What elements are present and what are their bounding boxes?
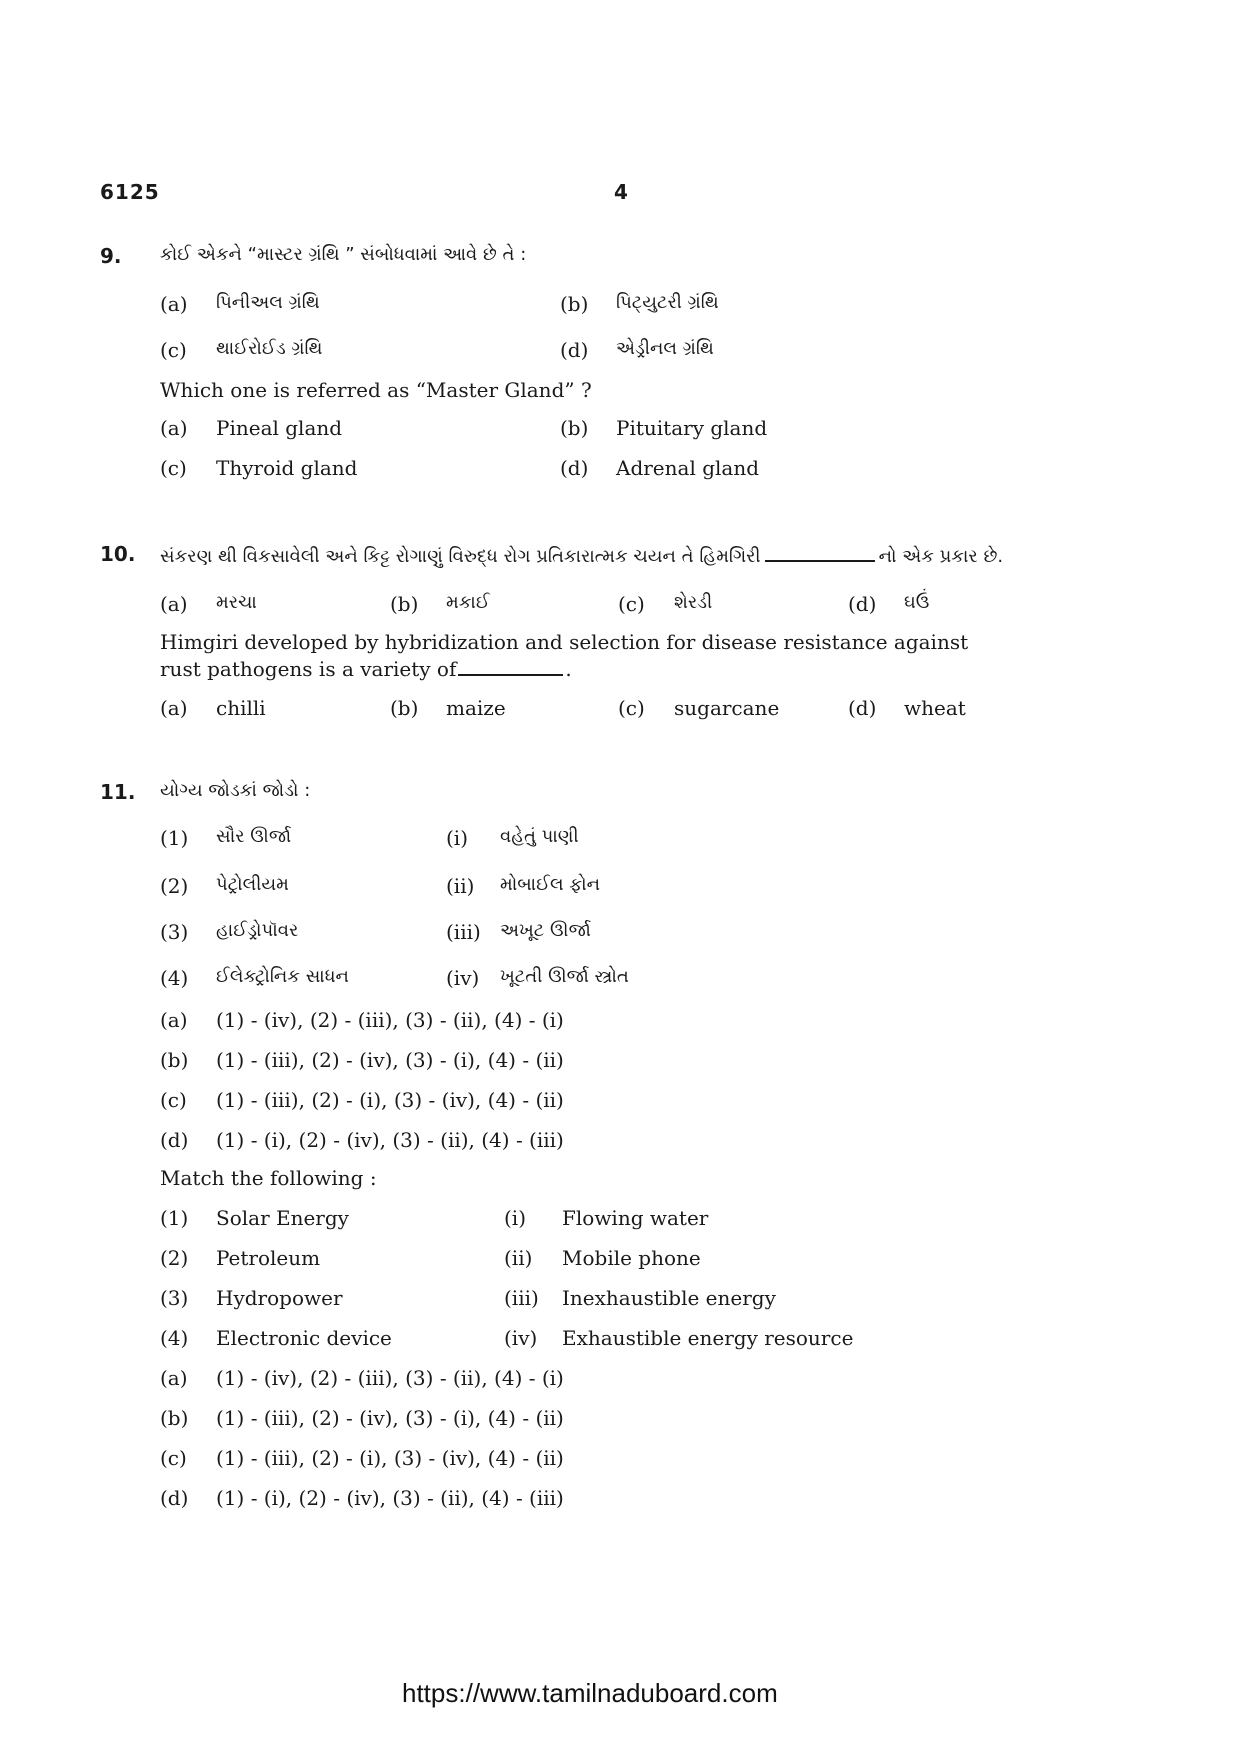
column-b-item: મોબાઈલ ફોન [500, 874, 601, 895]
question-text-part: નો એક પ્રકાર છે. [878, 546, 1004, 567]
option-text: (1) - (i), (2) - (iv), (3) - (ii), (4) - (iii) [216, 1486, 564, 1510]
column-b-item: Inexhaustible energy [562, 1286, 776, 1310]
option-label: (b) [160, 1406, 189, 1430]
paper-code: 6125 [100, 180, 160, 204]
option-label: (c) [160, 338, 187, 362]
footer-url[interactable]: https://www.tamilnaduboard.com [402, 1678, 778, 1708]
column-b-label: (iv) [446, 966, 480, 990]
option-text: થાઈરોઈડ ગ્રંથિ [216, 338, 323, 359]
question-number: 9. [100, 244, 122, 268]
column-a-item: હાઈડ્રોપૉવર [216, 920, 299, 941]
column-a-label: (2) [160, 874, 189, 898]
option-label: (b) [560, 416, 589, 440]
question-text-gujarati: કોઈ એકને “માસ્ટર ગ્રંથિ ” સંબોધવામાં આવે છે તે : [160, 244, 527, 265]
column-b-label: (iii) [504, 1286, 539, 1310]
option-text: (1) - (iii), (2) - (i), (3) - (iv), (4) - (ii) [216, 1088, 564, 1112]
option-label: (c) [160, 1088, 187, 1112]
option-text: wheat [904, 696, 966, 720]
question-number: 10. [100, 542, 136, 566]
column-a-label: (1) [160, 1206, 189, 1230]
option-label: (c) [160, 1446, 187, 1470]
option-text: ઘઉં [904, 592, 930, 613]
option-text: Thyroid gland [216, 456, 358, 480]
option-label: (a) [160, 1366, 188, 1390]
option-text: sugarcane [674, 696, 780, 720]
column-b-item: Flowing water [562, 1206, 709, 1230]
column-a-item: સૌર ઊર્જા [216, 826, 292, 847]
question-text-part: સંકરણ થી વિકસાવેલી અને કિટ્ટ રોગાણું વિરુદ્ધ રોગ પ્રતિકારાત્મક ચયન તે હિમગિરી [160, 546, 761, 567]
column-b-item: Exhaustible energy resource [562, 1326, 854, 1350]
column-b-item: ખૂટતી ઊર્જા સ્ત્રોત [500, 966, 629, 987]
option-label: (d) [160, 1486, 189, 1510]
option-text: (1) - (i), (2) - (iv), (3) - (ii), (4) - (iii) [216, 1128, 564, 1152]
option-label: (b) [560, 292, 589, 316]
option-label: (a) [160, 416, 188, 440]
option-text: મકાઈ [446, 592, 490, 613]
option-text: (1) - (iv), (2) - (iii), (3) - (ii), (4) - (i) [216, 1366, 564, 1390]
option-text: (1) - (iii), (2) - (iv), (3) - (i), (4) - (ii) [216, 1406, 564, 1430]
option-label: (b) [390, 696, 419, 720]
column-b-label: (ii) [504, 1246, 533, 1270]
question-text-english: Which one is referred as “Master Gland” ? [160, 378, 592, 402]
column-a-label: (4) [160, 966, 189, 990]
option-text: એડ્રીનલ ગ્રંથિ [616, 338, 714, 359]
column-a-label: (3) [160, 920, 189, 944]
column-b-label: (iii) [446, 920, 481, 944]
column-a-item: ઈલેક્ટ્રોનિક સાધન [216, 966, 349, 987]
column-a-label: (3) [160, 1286, 189, 1310]
option-label: (c) [618, 592, 645, 616]
option-text: મરચા [216, 592, 257, 613]
option-text: શેરડી [674, 592, 713, 613]
question-text-gujarati [160, 542, 1003, 567]
option-label: (c) [618, 696, 645, 720]
option-label: (d) [848, 592, 877, 616]
option-text: maize [446, 696, 506, 720]
column-b-label: (iv) [504, 1326, 538, 1350]
option-text: chilli [216, 696, 266, 720]
option-label: (a) [160, 696, 188, 720]
column-b-label: (ii) [446, 874, 475, 898]
option-label: (b) [390, 592, 419, 616]
column-a-label: (4) [160, 1326, 189, 1350]
question-text-part: . [565, 657, 572, 681]
column-a-item: Electronic device [216, 1326, 392, 1350]
option-label: (a) [160, 592, 188, 616]
option-text: પિટ્યુટરી ગ્રંથિ [616, 292, 719, 313]
question-text-english: Match the following : [160, 1166, 377, 1190]
option-label: (b) [160, 1048, 189, 1072]
option-text: Adrenal gland [616, 456, 760, 480]
column-b-item: અખૂટ ઊર્જા [500, 920, 591, 941]
column-a-item: Hydropower [216, 1286, 343, 1310]
question-number: 11. [100, 780, 136, 804]
option-text: (1) - (iii), (2) - (iv), (3) - (i), (4) - (ii) [216, 1048, 564, 1072]
column-b-item: Mobile phone [562, 1246, 701, 1270]
column-a-item: પેટ્રોલીયમ [216, 874, 289, 895]
option-text: (1) - (iii), (2) - (i), (3) - (iv), (4) - (ii) [216, 1446, 564, 1470]
column-b-label: (i) [504, 1206, 527, 1230]
option-text: Pituitary gland [616, 416, 768, 440]
option-label: (d) [560, 338, 589, 362]
column-a-label: (1) [160, 826, 189, 850]
question-text-part: rust pathogens is a variety of [160, 657, 457, 681]
answer-blank [458, 656, 563, 676]
question-text-gujarati: યોગ્ય જોડકાં જોડો : [160, 780, 311, 801]
column-a-item: Petroleum [216, 1246, 321, 1270]
page-number: 4 [614, 180, 629, 204]
column-b-label: (i) [446, 826, 469, 850]
option-label: (d) [160, 1128, 189, 1152]
option-label: (d) [848, 696, 877, 720]
column-a-label: (2) [160, 1246, 189, 1270]
answer-blank [765, 542, 875, 562]
question-text-english: Himgiri developed by hybridization and selection for disease resistance against [160, 630, 969, 654]
question-text-english [160, 656, 572, 681]
option-label: (a) [160, 1008, 188, 1032]
column-a-item: Solar Energy [216, 1206, 349, 1230]
option-label: (c) [160, 456, 187, 480]
option-label: (a) [160, 292, 188, 316]
option-text: Pineal gland [216, 416, 343, 440]
option-text: પિનીઅલ ગ્રંથિ [216, 292, 320, 313]
option-label: (d) [560, 456, 589, 480]
column-b-item: વહેતું પાણી [500, 826, 579, 847]
option-text: (1) - (iv), (2) - (iii), (3) - (ii), (4) - (i) [216, 1008, 564, 1032]
